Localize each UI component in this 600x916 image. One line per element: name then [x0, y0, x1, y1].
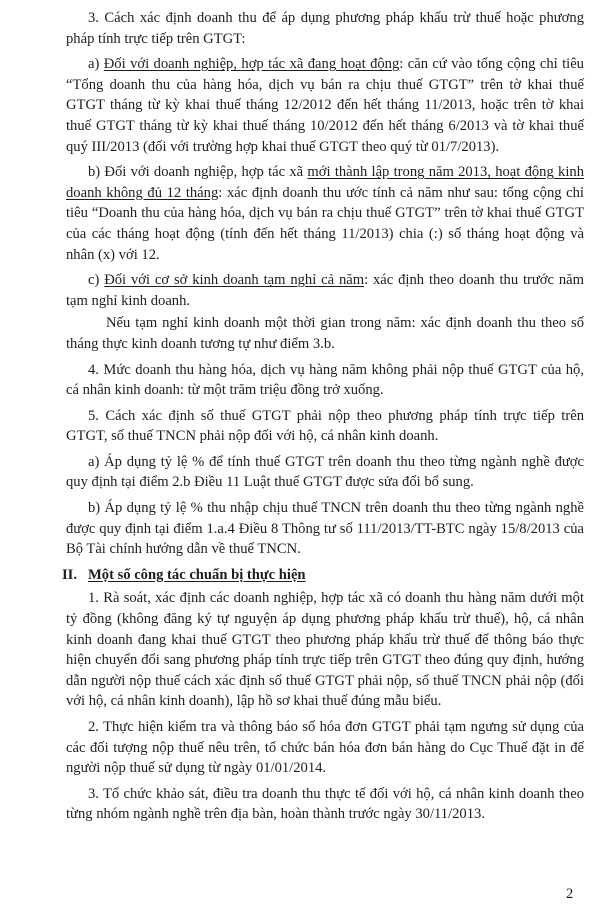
text-run: c) [88, 272, 105, 289]
paragraph-q2 [66, 717, 584, 779]
paragraph-q3 [66, 784, 584, 825]
paragraph-q1 [66, 588, 584, 712]
text-run: : xác định doanh thu ước tính cả năm như sau: tổng cộng chỉ tiêu “Doanh thu của hàng hóa, dịch vụ bán ra chịu thuế GTGT” trên tờ khai thuế GTGT của các tháng hoạt động (tính đến hết tháng 11/2013) chia (:) số tháng hoạt động và nhân (x) với 12. [66, 184, 584, 263]
section-2-title: Một số công tác chuẩn bị thực hiện [88, 566, 306, 583]
section-2-heading [62, 565, 584, 586]
text-run: a) [88, 56, 104, 73]
underlined-text: Đối với doanh nghiệp, hợp tác xã đang hoạt động [103, 56, 400, 73]
paragraph-p3b [66, 162, 584, 265]
underlined-text: mới thành lập trong năm 2013, hoạt động kinh doanh không đủ 12 tháng [66, 164, 584, 201]
underlined-text: Đối với cơ sở kinh doanh tạm nghỉ cả năm [104, 272, 365, 289]
text-run: Nếu tạm nghỉ kinh doanh một thời gian trong năm: xác định doanh thu theo số tháng thực kinh doanh tương tự như điểm 3.b. [66, 315, 584, 352]
text-run: 1. Rà soát, xác định các doanh nghiệp, hợp tác xã có doanh thu hàng năm dưới một tỷ đồng (không đăng ký tự nguyện áp dụng phương pháp khấu trừ thuế), hộ, cá nhân kinh doanh đang khai thuế GTGT theo phương pháp khấu trừ thuế để thông báo thực hiện chuyển đổi sang phương pháp tính trực tiếp trên GTGT theo đúng quy định, hướng dẫn người nộp thuế cách xác định số thuế GTGT phải nộp, số thuế TNCN phải nộp (đối với hộ, cá nhân kinh doanh), lập hồ sơ khai thuế đúng mẫu biểu. [66, 590, 584, 710]
document-page [62, 8, 584, 830]
text-run: 3. Cách xác định doanh thu để áp dụng phương pháp khấu trừ thuế hoặc phương pháp tính trực tiếp trên GTGT: [66, 10, 584, 47]
section-1-body [66, 8, 584, 560]
page-number: 2 [566, 886, 574, 902]
text-run: b) Áp dụng tỷ lệ % thu nhập chịu thuế TNCN trên doanh thu theo từng ngành nghề được quy định tại điểm 1.a.4 Điều 8 Thông tư số 111/2013/TT-BTC ngày 15/8/2013 của Bộ Tài chính hướng dẫn về thuế TNCN. [66, 500, 584, 558]
paragraph-p5a [66, 452, 584, 493]
paragraph-p5 [66, 406, 584, 447]
text-run: b) Đối với doanh nghiệp, hợp tác xã [88, 164, 308, 181]
paragraph-p5b [66, 498, 584, 560]
section-2-body [66, 588, 584, 825]
text-run: 2. Thực hiện kiểm tra và thông báo số hóa đơn GTGT phải tạm ngưng sử dụng của các đối tượng nộp thuế nêu trên, tổ chức bán hóa đơn bán hàng do Cục Thuế đặt in để người nộp thuế sử dụng từ ngày 01/01/2014. [66, 719, 584, 777]
paragraph-p3c [66, 270, 584, 311]
paragraph-p4 [66, 360, 584, 401]
text-run: 4. Mức doanh thu hàng hóa, dịch vụ hàng năm không phải nộp thuế GTGT của hộ, cá nhân kinh doanh: từ một trăm triệu đồng trở xuống. [66, 361, 584, 399]
text-run: 5. Cách xác định số thuế GTGT phải nộp theo phương pháp tính trực tiếp trên GTGT, số thuế TNCN phải nộp đối với hộ, cá nhân kinh doanh. [66, 407, 584, 445]
text-run: : xác định theo doanh thu trước năm tạm nghỉ kinh doanh. [66, 272, 584, 309]
text-run: : căn cứ vào tổng cộng chỉ tiêu “Tổng doanh thu của hàng hóa, dịch vụ bán ra chịu thuế GTGT” trên tờ khai thuế GTGT tháng từ kỳ khai thuế tháng 12/2012 đến hết tháng 11/2013, hoặc trên tờ khai thuế GTGT tháng từ kỳ khai thuế tháng 10/2012 đến hết tháng 6/2013 và tờ khai thuế quý III/2013 (đối với trường hợp khai thuế GTGT theo quý từ 01/7/2013). [66, 56, 584, 155]
paragraph-p3 [66, 8, 584, 49]
text-run: 3. Tổ chức khảo sát, điều tra doanh thu thực tế đối với hộ, cá nhân kinh doanh theo từng nhóm ngành nghề trên địa bàn, hoàn thành trước ngày 30/11/2013. [66, 785, 584, 823]
paragraph-p3c2 [66, 313, 584, 354]
text-run: a) Áp dụng tỷ lệ % để tính thuế GTGT trên doanh thu theo từng ngành nghề được quy định tại điểm 2.b Điều 11 Luật thuế GTGT được sửa đổi bổ sung. [66, 453, 584, 491]
section-2-number: II. [62, 566, 78, 583]
paragraph-p3a [66, 54, 584, 157]
